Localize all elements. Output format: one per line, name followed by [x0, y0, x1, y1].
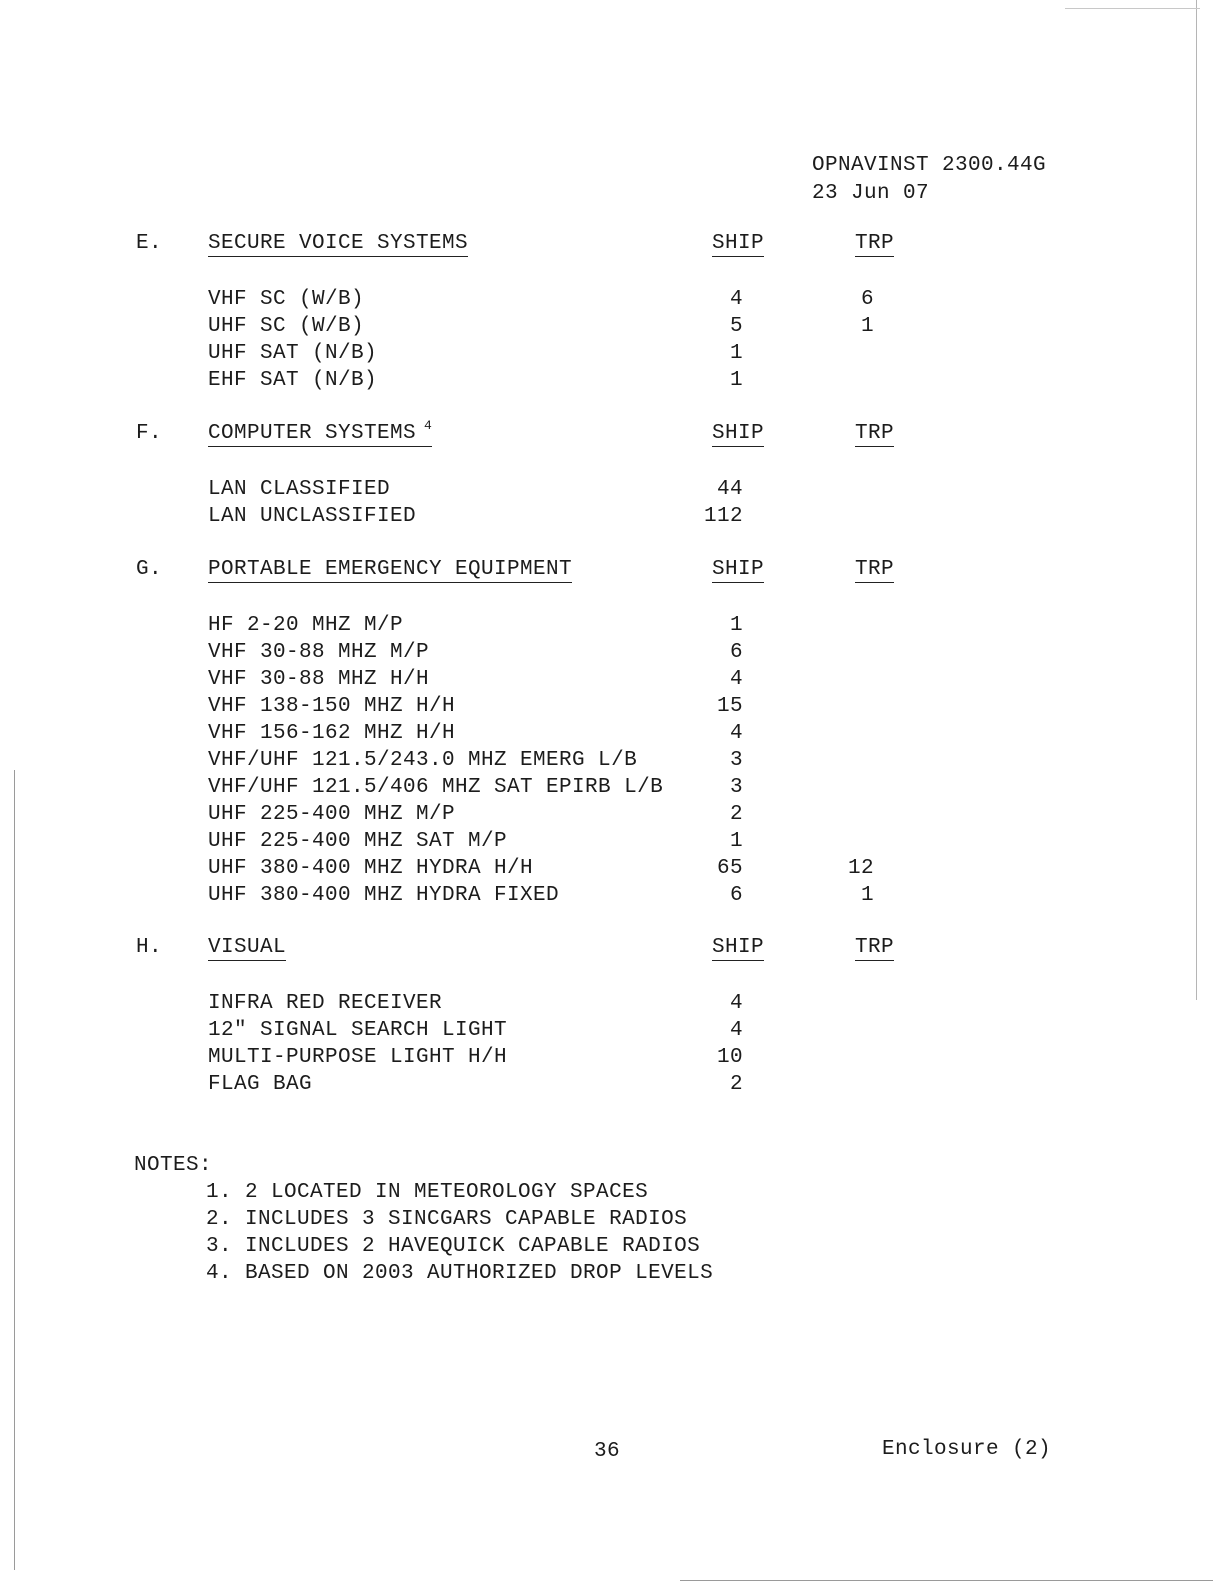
section-f [0, 418, 1213, 530]
section-header [0, 232, 1213, 262]
ship-count: 1 [729, 830, 743, 853]
trp-count: 1 [860, 315, 874, 338]
document-date: 23 Jun 07 [812, 182, 930, 205]
column-header-trp: TRP [855, 936, 895, 959]
equipment-row [0, 503, 1213, 530]
equipment-name: UHF 380-400 MHZ HYDRA H/H [208, 857, 534, 880]
equipment-name: VHF SC (W/B) [208, 288, 365, 311]
equipment-row [0, 612, 1213, 639]
equipment-row [0, 1017, 1213, 1044]
equipment-name: UHF SAT (N/B) [208, 342, 378, 365]
section-header [0, 558, 1213, 588]
section-title-text: PORTABLE EMERGENCY EQUIPMENT [208, 558, 573, 581]
section-title-text: SECURE VOICE SYSTEMS [208, 232, 469, 255]
ship-count: 112 [703, 505, 743, 528]
equipment-row [0, 990, 1213, 1017]
equipment-name: VHF 30-88 MHZ H/H [208, 668, 430, 691]
equipment-name: VHF/UHF 121.5/406 MHZ SAT EPIRB L/B [208, 776, 664, 799]
equipment-name: LAN UNCLASSIFIED [208, 505, 417, 528]
equipment-row [0, 720, 1213, 747]
column-header-trp: TRP [855, 558, 895, 581]
ship-count: 1 [729, 369, 743, 392]
equipment-name: VHF 156-162 MHZ H/H [208, 722, 456, 745]
equipment-row [0, 747, 1213, 774]
section-h [0, 936, 1213, 1098]
notes-block [134, 1152, 713, 1287]
section-g [0, 558, 1213, 909]
trp-count: 6 [860, 288, 874, 311]
document-header [812, 152, 1046, 208]
equipment-row [0, 666, 1213, 693]
scan-edge-bottom [680, 1580, 1213, 1581]
section-letter: F. [136, 422, 163, 445]
equipment-name: UHF 225-400 MHZ M/P [208, 803, 456, 826]
column-header-trp: TRP [855, 422, 895, 445]
section-header [0, 418, 1213, 452]
notes-label: NOTES: [134, 1154, 213, 1177]
section-rows [0, 990, 1213, 1098]
ship-count: 1 [729, 614, 743, 637]
ship-count: 6 [729, 884, 743, 907]
section-rows [0, 286, 1213, 394]
section-title [208, 936, 286, 961]
section-letter: H. [136, 936, 163, 959]
ship-count: 10 [716, 1046, 743, 1069]
ship-count: 5 [729, 315, 743, 338]
equipment-name: HF 2-20 MHZ M/P [208, 614, 404, 637]
equipment-name: UHF 380-400 MHZ HYDRA FIXED [208, 884, 560, 907]
equipment-row [0, 476, 1213, 503]
section-letter: G. [136, 558, 163, 581]
equipment-name: FLAG BAG [208, 1073, 313, 1096]
equipment-row [0, 1044, 1213, 1071]
equipment-name: INFRA RED RECEIVER [208, 992, 443, 1015]
section-letter: E. [136, 232, 163, 255]
equipment-name: MULTI-PURPOSE LIGHT H/H [208, 1046, 508, 1069]
ship-count: 44 [716, 478, 743, 501]
section-e [0, 232, 1213, 394]
note-item: 3. INCLUDES 2 HAVEQUICK CAPABLE RADIOS [206, 1235, 701, 1258]
ship-count: 3 [729, 776, 743, 799]
equipment-name: VHF/UHF 121.5/243.0 MHZ EMERG L/B [208, 749, 638, 772]
trp-count: 1 [860, 884, 874, 907]
equipment-row [0, 340, 1213, 367]
equipment-name: VHF 138-150 MHZ H/H [208, 695, 456, 718]
ship-count: 15 [716, 695, 743, 718]
column-header-ship: SHIP [712, 558, 765, 581]
equipment-row [0, 693, 1213, 720]
section-title [208, 558, 572, 583]
ship-count: 4 [729, 1019, 743, 1042]
ship-count: 1 [729, 342, 743, 365]
ship-count: 4 [729, 992, 743, 1015]
ship-count: 2 [729, 1073, 743, 1096]
enclosure-label: Enclosure (2) [882, 1438, 1052, 1461]
section-rows [0, 476, 1213, 530]
column-header-ship: SHIP [712, 232, 765, 255]
equipment-row [0, 286, 1213, 313]
equipment-row [0, 313, 1213, 340]
ship-count: 4 [729, 722, 743, 745]
note-item: 4. BASED ON 2003 AUTHORIZED DROP LEVELS [206, 1262, 714, 1285]
equipment-row [0, 882, 1213, 909]
ship-count: 2 [729, 803, 743, 826]
ship-count: 4 [729, 668, 743, 691]
scan-edge-top [1065, 8, 1200, 9]
footnote-marker: 4 [424, 418, 433, 433]
section-rows [0, 612, 1213, 909]
column-header-trp: TRP [855, 232, 895, 255]
equipment-name: EHF SAT (N/B) [208, 369, 378, 392]
ship-count: 4 [729, 288, 743, 311]
page-number: 36 [594, 1440, 621, 1463]
equipment-name: LAN CLASSIFIED [208, 478, 391, 501]
equipment-row [0, 367, 1213, 394]
equipment-name: VHF 30-88 MHZ M/P [208, 641, 430, 664]
equipment-row [0, 639, 1213, 666]
document-id: OPNAVINST 2300.44G [812, 154, 1047, 177]
notes-list [206, 1179, 713, 1287]
trp-count: 12 [847, 857, 874, 880]
column-header-ship: SHIP [712, 936, 765, 959]
equipment-row [0, 855, 1213, 882]
ship-count: 6 [729, 641, 743, 664]
equipment-row [0, 828, 1213, 855]
column-header-ship: SHIP [712, 422, 765, 445]
section-title [208, 232, 468, 257]
ship-count: 3 [729, 749, 743, 772]
equipment-row [0, 801, 1213, 828]
note-item: 2. INCLUDES 3 SINCGARS CAPABLE RADIOS [206, 1208, 688, 1231]
ship-count: 65 [716, 857, 743, 880]
equipment-name: UHF SC (W/B) [208, 315, 365, 338]
section-title-text: COMPUTER SYSTEMS [208, 422, 417, 445]
section-title [208, 418, 433, 447]
equipment-name: UHF 225-400 MHZ SAT M/P [208, 830, 508, 853]
equipment-row [0, 774, 1213, 801]
section-header [0, 936, 1213, 966]
section-title-text: VISUAL [208, 936, 287, 959]
equipment-row [0, 1071, 1213, 1098]
equipment-name: 12″ SIGNAL SEARCH LIGHT [208, 1019, 508, 1042]
note-item: 1. 2 LOCATED IN METEOROLOGY SPACES [206, 1181, 649, 1204]
